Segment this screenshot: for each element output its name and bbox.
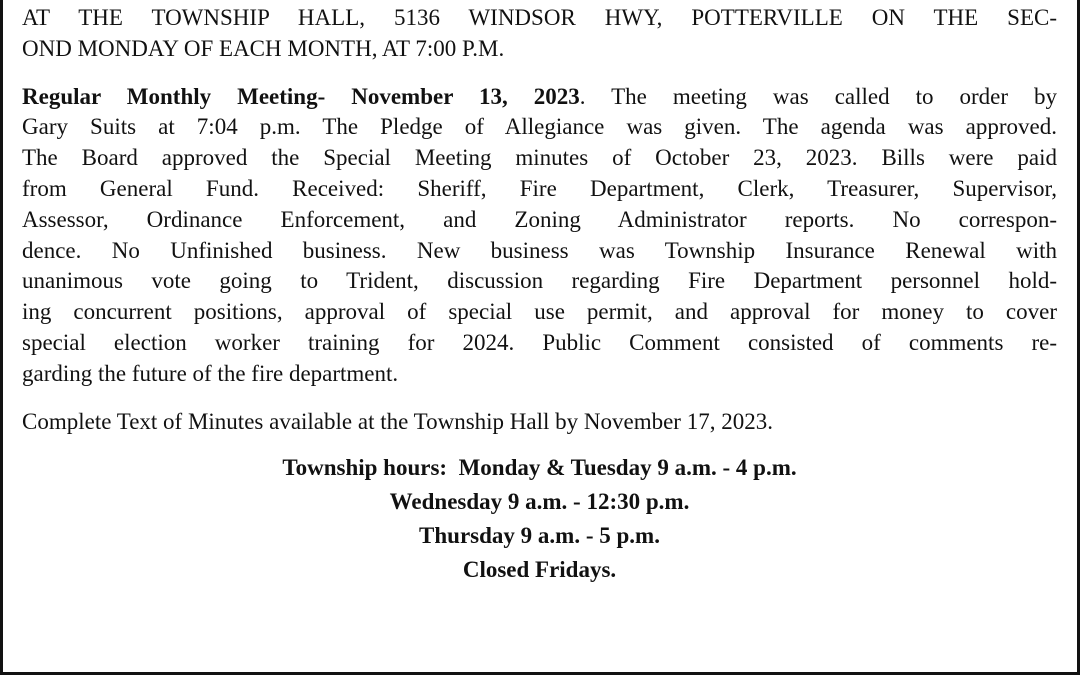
minutes-line: from General Fund. Received: Sheriff, Fire Department, Clerk, Treasurer, Supervisor, [22, 175, 1057, 201]
hours-line-closed-fridays: Closed Fridays. [462, 557, 617, 583]
hours-line-mon-tue: Township hours: Monday & Tuesday 9 a.m. - 4 p.m. [282, 455, 797, 481]
minutes-line: special election worker training for 2024. Public Comment consisted of comments re- [22, 329, 1057, 355]
minutes-line [22, 82, 1057, 113]
hours-line-thursday: Thursday 9 a.m. - 5 p.m. [419, 523, 660, 549]
meeting-schedule-line-1: AT THE TOWNSHIP HALL, 5136 WINDSOR HWY, POTTERVILLE ON THE SEC- [22, 5, 1057, 30]
meeting-schedule-line-2: OND MONDAY OF EACH MONTH, AT 7:00 P.M. [22, 35, 505, 61]
minutes-line: The Board approved the Special Meeting minutes of October 23, 2023. Bills were paid [22, 145, 1057, 171]
minutes-line-text: . The meeting was called to order by [579, 83, 1058, 109]
minutes-line: Gary Suits at 7:04 p.m. The Pledge of Allegiance was given. The agenda was approved. [22, 114, 1057, 140]
hours-line-wednesday: Wednesday 9 a.m. - 12:30 p.m. [389, 489, 690, 515]
minutes-availability-note: Complete Text of Minutes available at the Township Hall by November 17, 2023. [22, 408, 773, 434]
meeting-minutes-paragraph [22, 82, 1057, 390]
minutes-line: garding the future of the fire department. [22, 360, 399, 386]
minutes-line: unanimous vote going to Trident, discussion regarding Fire Department personnel hold- [22, 268, 1057, 294]
meeting-heading: Regular Monthly Meeting- November 13, 2023 [22, 83, 580, 109]
minutes-line: dence. No Unfinished business. New business was Township Insurance Renewal with [22, 237, 1057, 263]
minutes-line: ing concurrent positions, approval of special use permit, and approval for money to cover [22, 299, 1057, 325]
minutes-line: Assessor, Ordinance Enforcement, and Zoning Administrator reports. No correspon- [22, 206, 1057, 232]
township-hours [22, 451, 1057, 587]
